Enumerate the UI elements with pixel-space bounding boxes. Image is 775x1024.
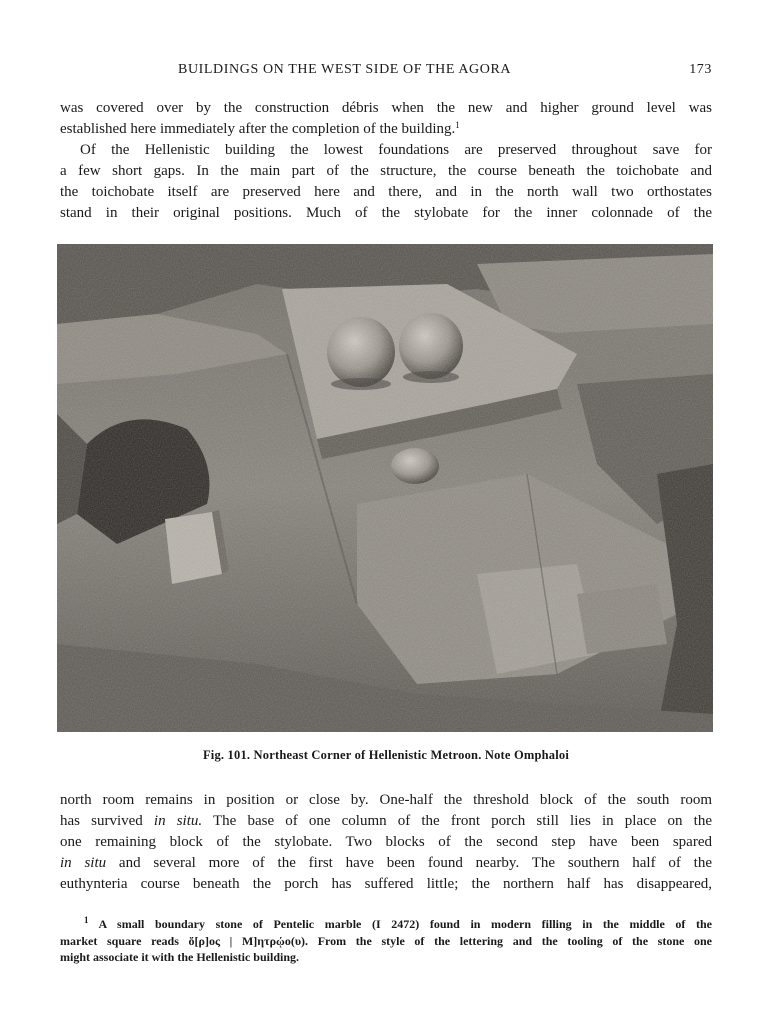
paragraph-1 bbox=[60, 98, 712, 140]
footnote-line: market square reads ὅ[ρ]ος | Μ]ητρῴο(υ). From the style of the lettering and the tooling of the stone one bbox=[60, 933, 712, 948]
text-line: Of the Hellenistic building the lowest foundations are preserved throughout save for bbox=[80, 142, 712, 158]
footnote-marker: 1 bbox=[84, 915, 89, 925]
text-segment: The base of one column of the front porch still lies in place on the bbox=[202, 813, 713, 829]
footnote-line: might associate it with the Hellenistic building. bbox=[60, 950, 300, 964]
text-line: north room remains in position or close by. One-half the threshold block of the south room bbox=[60, 792, 712, 808]
figure-caption: Fig. 101. Northeast Corner of Hellenistic Metroon. Note Omphaloi bbox=[202, 748, 570, 762]
text-line: a few short gaps. In the main part of the structure, the course beneath the toichobate and bbox=[60, 163, 712, 179]
text-line: stand in their original positions. Much of the stylobate for the inner colonnade of the bbox=[60, 205, 712, 221]
paragraph-3 bbox=[60, 790, 712, 895]
text-line bbox=[60, 119, 712, 140]
photo-illustration bbox=[57, 244, 713, 732]
page-number: 173 bbox=[689, 62, 712, 77]
text-line: the toichobate itself are preserved here and there, and in the north wall two orthostates bbox=[60, 184, 712, 200]
paragraph-2 bbox=[60, 140, 712, 224]
text-line: one remaining block of the stylobate. Two blocks of the second step have been spared bbox=[60, 834, 712, 850]
italic-phrase: in situ bbox=[60, 855, 107, 871]
text-segment: and several more of the first have been found nearby. The southern half of the bbox=[106, 855, 712, 871]
italic-phrase: in situ. bbox=[153, 813, 203, 829]
text-segment: A small boundary stone of Pentelic marble (I 2472) found in modern filling in the middle of the bbox=[88, 917, 712, 931]
footnote-line bbox=[60, 916, 712, 933]
text-line: was covered over by the construction débris when the new and higher ground level was bbox=[60, 100, 712, 116]
text-segment: has survived bbox=[60, 813, 154, 829]
text-segment: established here immediately after the completion of the building. bbox=[60, 121, 456, 137]
text-line bbox=[60, 853, 712, 874]
text-line bbox=[60, 811, 712, 832]
running-header bbox=[60, 62, 712, 84]
excavation-photo bbox=[57, 244, 713, 732]
text-line: euthynteria course beneath the porch has suffered little; the northern half has disappeared, bbox=[60, 876, 712, 892]
running-title: BUILDINGS ON THE WEST SIDE OF THE AGORA bbox=[178, 62, 512, 77]
footnote-ref[interactable]: 1 bbox=[455, 120, 460, 130]
footnote bbox=[60, 916, 712, 966]
